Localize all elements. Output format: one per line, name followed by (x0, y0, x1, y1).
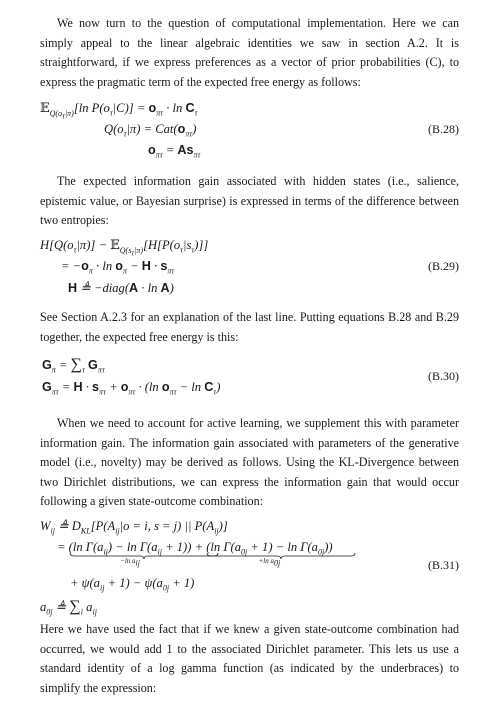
paragraph-active-learning: When we need to account for active learning, we supplement this with parameter information gain. The information gain associated with parameters of the generative model (i.e., novelty) may be derived as follows. Using the KL-Divergence between two Dirichlet distributions, we can express the information gain that would occur following a given state-outcome combination: (40, 416, 459, 508)
equation-b31: $W_{ij}$ ≜ $D_{KL}[P(A_{ij}|o = i$, s = j) || $P(A_{ij})$] = (ln $\Gamma(a_{ij}) - \ln \Gamma(a_{ij} + 1)$) −ln $a_{ij}$ + (ln $\Gamma(a_{0j} + 1) - \ln \Gamma(a_{0j})$) +ln $a_{0j}$ + $\psi(a_{ij} + 1) - \psi(a_{0j} + 1)$ $a_{0j}$ ≜ $\sum_i$ $a_{ij}$ (B.31) (40, 519, 459, 617)
underbrace-1-label: −ln $a_{ij}$ (120, 557, 140, 568)
equation-number-b30: (B.30) (428, 369, 459, 383)
equation-b28: 𝔼$_{Q(o_\tau|\pi)}$[ln $P(o_\tau|C)] = o_{\pi\tau} \cdot \ln C_\tau$ $Q(o_\tau|\pi) = Cat(o_{\pi\tau})$ $o_{\pi\tau} = As_{\pi\tau}$ (B.28) (40, 100, 459, 160)
equation-b29: $H[Q(o_\tau|\pi)]$ − $𝔼_{Q(s_\tau|\pi)}[H[P(o_\tau|s_\tau)]]$ = $-o_\pi \cdot \ln o_\pi - H \cdot s_{\pi\tau}$ H ≜ −diag(A · ln A) (B.29) (40, 237, 459, 295)
paragraph-expected-information-gain: The expected information gain associated with hidden states (i.e., salience, epistemic value, or Bayesian surprise) is expressed in terms of the difference between two entropies: (40, 174, 459, 227)
equation-number-b31: (B.31) (428, 558, 459, 572)
equation-number-b28: (B.28) (428, 122, 459, 136)
paragraph-section-reference: See Section A.2.3 for an explanation of the last line. Putting equations B.28 and B.29 together, the expected free energy is this: (40, 310, 459, 344)
equation-b30: $G_\pi = \sum_\tau$ $G_{\pi\tau}$ $G_{\pi\tau} = H \cdot s_{\pi\tau} + o_{\pi\tau} \cdot (\ln$ $o_{\pi\tau} - \ln C_\tau$) (B.30) (42, 356, 459, 397)
paragraph-computational-implementation: We now turn to the question of computational implementation. Here we can simply appeal to the linear algebraic identities we saw in section A.2. It is straightforward, if we express preferences as a vector of prior probabilities (C), to express the pragmatic term of the expected free energy as follows: (40, 16, 459, 89)
underbrace-2-label: +ln $a_{0j}$ (258, 557, 281, 568)
equation-number-b29: (B.29) (428, 259, 459, 273)
paragraph-dirichlet-parameter: Here we have used the fact that if we knew a given state-outcome combination had occurred, we would add 1 to the associated Dirichlet parameter. This lets us use a standard identity of a log gamma function (as indicated by the underbraces) to simplify the expression: (40, 622, 459, 695)
